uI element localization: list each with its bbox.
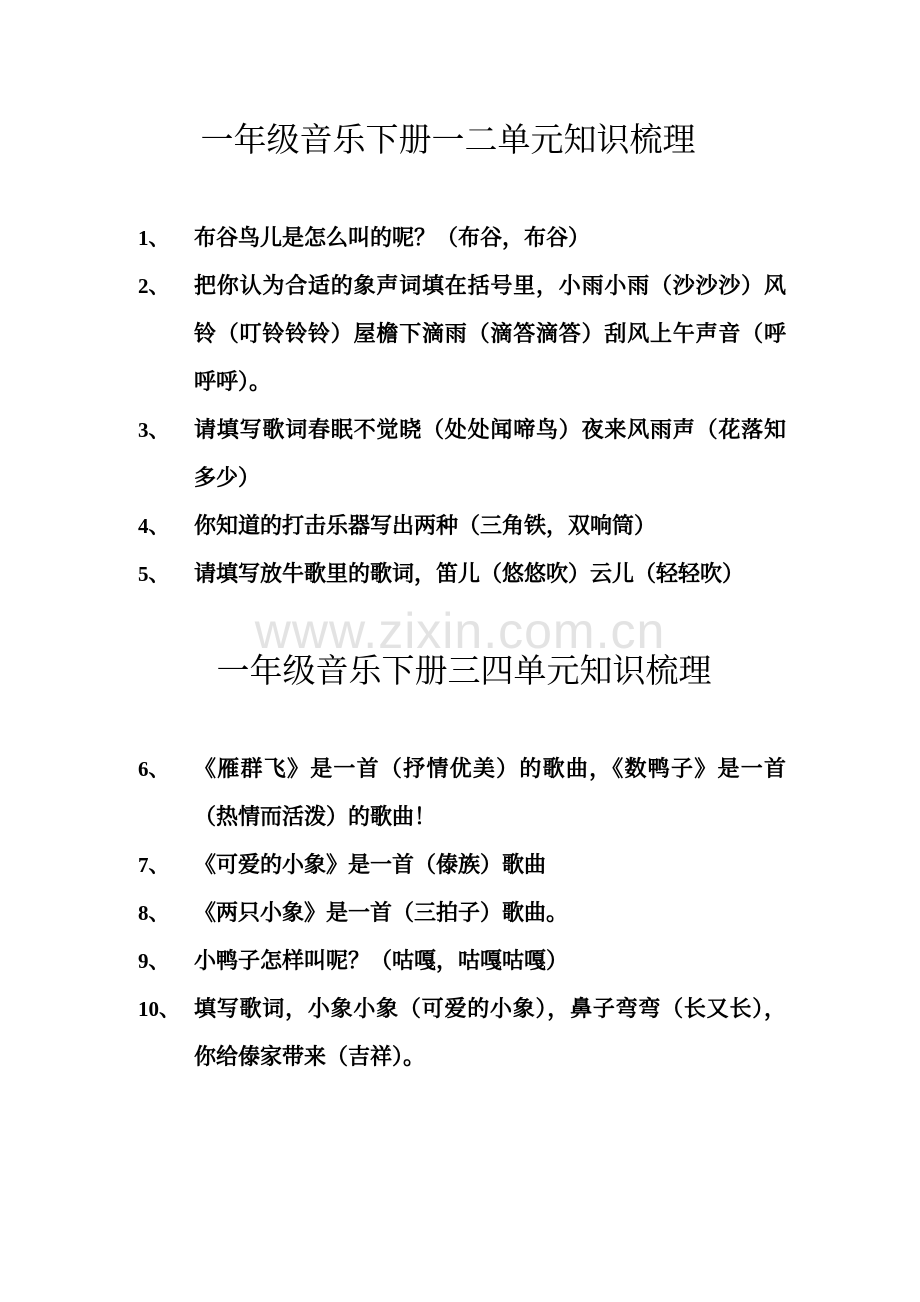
question-number: 3、 [138,418,170,442]
question-number: 5、 [138,562,170,586]
question-item-5 [0,550,786,598]
section-1-question-list [0,214,920,598]
question-item-4 [0,502,786,550]
question-item-10 [0,985,786,1081]
question-item-2 [0,262,786,406]
question-number: 2、 [138,274,170,298]
question-item-8 [0,889,786,937]
question-text: 《雁群飞》是一首（抒情优美）的歌曲，《数鸭子》是一首（热情而活泼）的歌曲！ [194,756,786,830]
watermark: www.zixin.com.cn [254,603,666,659]
question-text: 《两只小象》是一首（三拍子）歌曲。 [194,900,569,926]
question-text: 《可爱的小象》是一首（傣族）歌曲 [194,852,547,878]
section-2-title: 一年级音乐下册三四单元知识梳理 [216,651,712,690]
question-text: 你知道的打击乐器写出两种（三角铁，双响筒） [194,513,657,539]
question-text: 把你认为合适的象声词填在括号里，小雨小雨（沙沙沙）风铃（叮铃铃铃）屋檐下滴雨（滴答滴答）刮风上午声音（呼呼呼）。 [194,273,786,395]
question-number: 1、 [138,226,170,250]
question-text: 请填写歌词春眠不觉晓（处处闻啼鸟）夜来风雨声（花落知多少） [194,417,786,491]
question-item-9 [0,937,786,985]
question-number: 6、 [138,757,170,781]
section-2-question-list [0,745,920,1081]
section-1-title: 一年级音乐下册一二单元知识梳理 [200,120,696,159]
question-text: 布谷鸟儿是怎么叫的呢？（布谷，布谷） [194,225,591,251]
question-number: 9、 [138,949,170,973]
question-item-3 [0,406,786,502]
question-text: 填写歌词，小象小象（可爱的小象），鼻子弯弯（长又长），你给傣家带来（吉祥）。 [194,996,786,1070]
question-number: 4、 [138,514,170,538]
question-number: 7、 [138,853,170,877]
question-number: 10、 [138,997,180,1021]
question-item-6 [0,745,786,841]
question-item-1 [0,214,786,262]
question-text: 请填写放牛歌里的歌词，笛儿（悠悠吹）云儿（轻轻吹） [194,561,745,587]
question-text: 小鸭子怎样叫呢？（咕嘎，咕嘎咕嘎） [194,948,569,974]
question-item-7 [0,841,786,889]
question-number: 8、 [138,901,170,925]
